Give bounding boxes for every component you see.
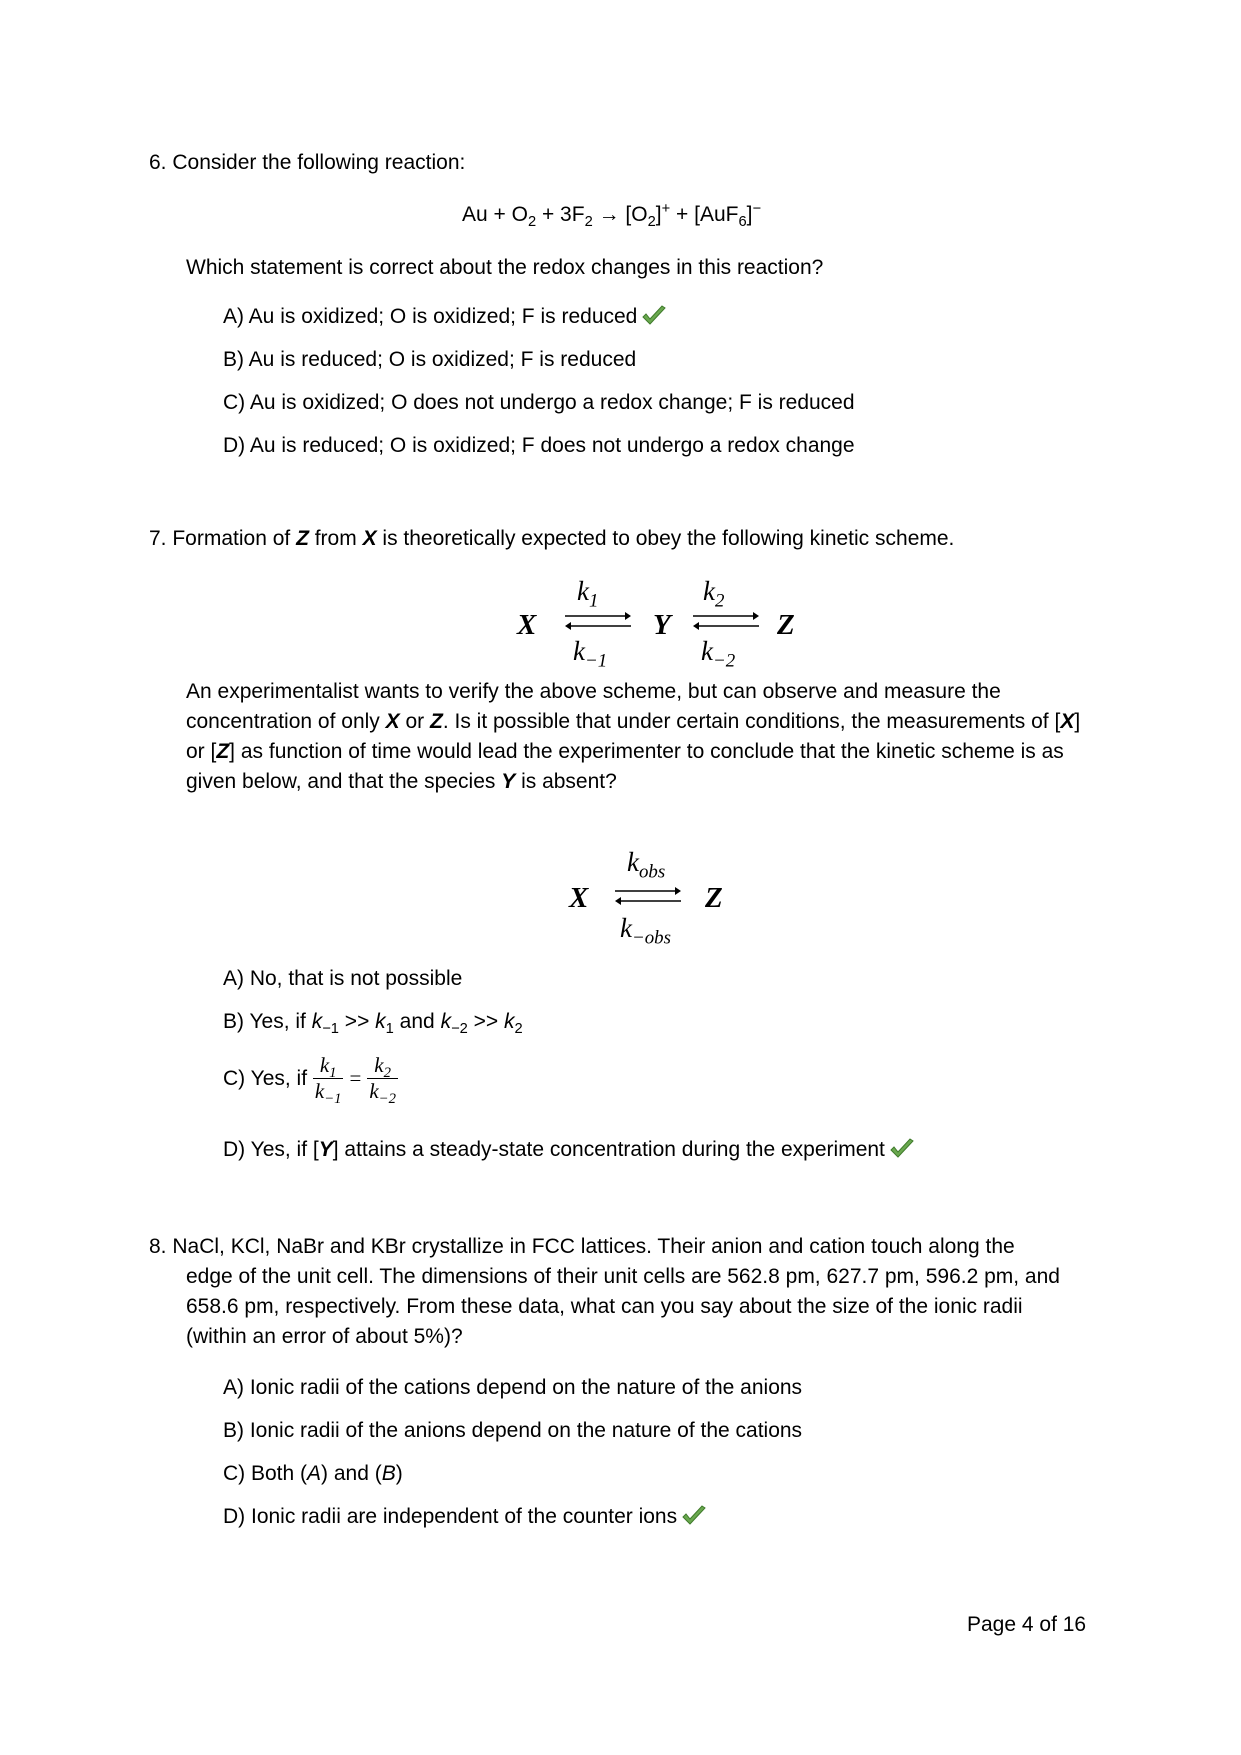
species-z: Z <box>777 609 795 641</box>
fraction-2: $\frac{k_2}{k_{-2}}$ <box>369 1053 396 1108</box>
kinetic-scheme-2 <box>565 847 745 949</box>
q6-reaction: $Au + O_2 + 3F_2 \to [O_2]^+ + [AuF_6]^-$ <box>462 201 762 231</box>
equilibrium-arrows-1 <box>563 609 633 633</box>
q7-option-b: B) Yes, if $k_{-1} >> k_1$ and $k_{-2} >> k_2$ <box>223 1010 523 1038</box>
q6-prompt: 6. Consider the following reaction: <box>149 151 466 174</box>
equilibrium-arrows-obs <box>613 884 683 908</box>
q6-option-c: C) Au is oxidized; O does not undergo a redox change; F is reduced <box>223 391 855 414</box>
fraction-1: $\frac{k_1}{k_{-1}}$ <box>314 1053 342 1108</box>
q7-prompt: 7. Formation of Z from X is theoretically expected to obey the following kinetic scheme. <box>149 527 955 550</box>
page-number: Page 4 of 16 <box>967 1613 1087 1636</box>
q8-prompt-line1: 8. NaCl, KCl, NaBr and KBr crystallize in FCC lattices. Their anion and cation touch along the <box>149 1235 1015 1258</box>
q7-option-d: D) Yes, if [Y] attains a steady-state concentration during the experiment <box>223 1135 915 1164</box>
checkmark-icon <box>889 1138 915 1160</box>
checkmark-icon <box>681 1505 707 1527</box>
q7-option-c: C) Yes, if $\frac{k_1}{k_{-1}}$ = $\frac{k_2}{k_{-2}}$ <box>223 1053 396 1108</box>
q6-option-a: A) Au is oxidized; O is oxidized; F is reduced <box>223 302 667 331</box>
checkmark-icon <box>641 305 667 327</box>
q8-option-d: D) Ionic radii are independent of the counter ions <box>223 1502 707 1531</box>
q7-body: An experimentalist wants to verify the above scheme, but can observe and measure the concentration of only X or Z. Is it possible that under certain conditions, the measurements of [X] or [Z] as function of time would lead the experimenter to conclude that the kinetic scheme is as given below, and that the species Y is absent? <box>186 680 1081 793</box>
q7-option-a: A) No, that is not possible <box>223 967 463 990</box>
q6-question: Which statement is correct about the redox changes in this reaction? <box>186 256 824 279</box>
species-x: X <box>569 882 589 914</box>
q6-option-b: B) Au is reduced; O is oxidized; F is reduced <box>223 348 637 371</box>
rate-k2: $k_2$ <box>703 576 725 612</box>
q8-option-b: B) Ionic radii of the anions depend on the nature of the cations <box>223 1419 803 1442</box>
rate-k-minus2: $k_{-2}$ <box>701 636 736 672</box>
rate-k-minus1: $k_{-1}$ <box>573 636 608 672</box>
q6-option-d: D) Au is reduced; O is oxidized; F does not undergo a redox change <box>223 434 855 457</box>
q8-option-a: A) Ionic radii of the cations depend on the nature of the anions <box>223 1376 803 1399</box>
q8-prompt-rest: edge of the unit cell. The dimensions of their unit cells are 562.8 pm, 627.7 pm, 596.2 pm, and 658.6 pm, respectively. From these data, what can you say about the size of the ionic radii (within an error of about 5%)? <box>186 1265 1060 1348</box>
kinetic-scheme-1 <box>505 575 805 670</box>
species-y: Y <box>653 609 671 641</box>
q8-option-c: C) Both (A) and (B) <box>223 1462 403 1485</box>
equilibrium-arrows-2 <box>691 609 761 633</box>
species-x: X <box>517 609 537 641</box>
rate-k-minus-obs: $k_{-obs}$ <box>620 913 671 949</box>
species-z: Z <box>705 882 723 914</box>
rate-k1: $k_1$ <box>577 576 599 612</box>
rate-kobs: $k_{obs}$ <box>627 847 666 883</box>
